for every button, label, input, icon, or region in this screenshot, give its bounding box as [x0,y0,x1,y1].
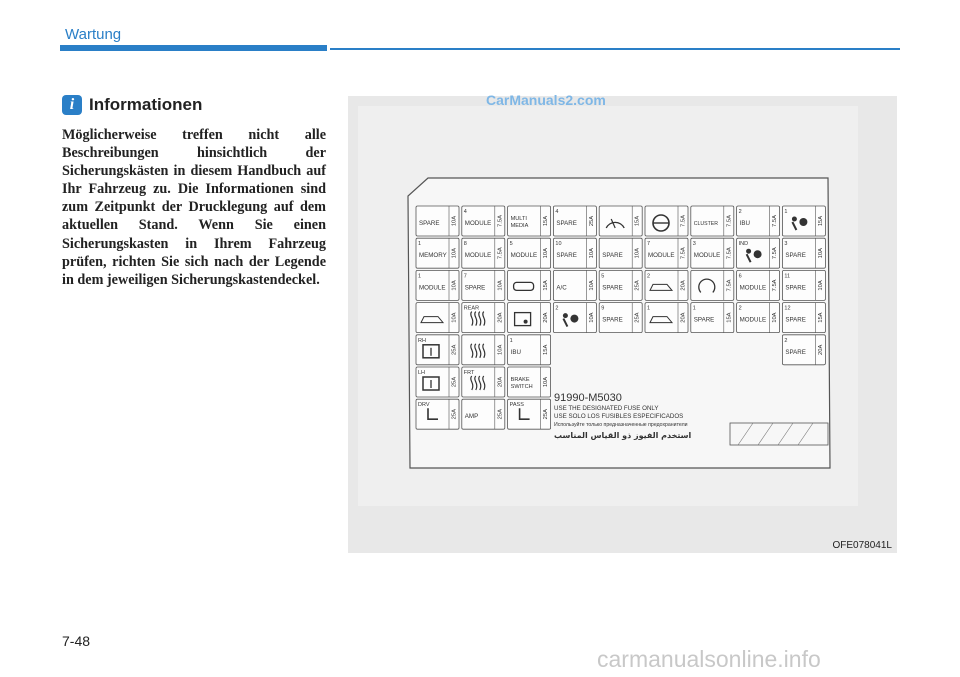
fuse-slot [782,206,825,236]
fuse-slot [508,367,551,397]
fuse-number: 5 [509,241,513,248]
notice-russian: Используйте только предназначенные предохранители [554,422,688,428]
fuse-amperage: 7.5A [497,215,504,227]
fuse-slot [416,238,459,268]
fuse-number: 2 [647,273,651,280]
fuse-slot [737,270,780,300]
header-rule-thick [60,45,327,51]
info-title: Informationen [89,95,203,114]
info-heading [62,95,202,115]
section-title: Wartung [65,26,122,43]
fuse-amperage: 15A [543,280,550,291]
fuse-label: MULTI [510,216,527,222]
fuse-number: LH [418,370,426,376]
fuse-number: REAR [463,305,480,312]
fuse-amperage: 25A [497,409,504,420]
fuse-number: RH [418,337,426,344]
fuse-label: IBU [739,220,750,227]
fuse-slot [599,238,642,268]
fuse-slot [645,270,688,300]
fuse-slot [782,270,825,300]
fuse-number: DRV [418,402,430,409]
fuse-amperage: 25A [543,409,550,420]
fuse-slot [462,270,505,300]
fuse-number: 1 [509,337,513,344]
fuse-slot [599,206,642,236]
notice-spanish: USE SOLO LOS FUSIBLES ESPECIFICADOS [554,413,684,420]
fuse-number: 2 [738,305,742,312]
fuse-number: 4 [555,209,559,215]
fuse-slot [508,206,551,236]
fuse-label: SPARE [785,316,806,324]
carmanuals-watermark: CarManuals2.com [486,92,606,108]
part-number: 91990-M5030 [554,392,622,404]
fuse-amperage: 15A [726,312,733,323]
fuse-slot [462,303,505,333]
fuse-slot [416,335,459,365]
fuse-number: IND [738,241,749,248]
fuse-amperage: 10A [588,280,595,291]
fuse-amperage: 7.5A [680,247,687,260]
fuse-box-diagram [348,96,897,553]
fuse-amperage: 7.5A [497,247,504,260]
fuse-number: 3 [784,241,788,248]
fuse-number: 9 [601,305,605,312]
fuse-amperage: 20A [543,312,550,323]
header-rule-thin [330,48,900,50]
fuse-amperage: 10A [817,280,824,291]
fuse-amperage: 7.5A [772,247,779,260]
fuse-number: 1 [418,273,422,280]
fuse-label: SPARE [464,284,486,292]
fuse-number: PASS [509,402,524,409]
fuse-number: 11 [784,273,791,280]
fuse-slot [508,238,551,268]
fuse-amperage: 10A [543,248,550,259]
fuse-slot [645,238,688,268]
fuse-amperage: 25A [588,215,595,227]
fuse-amperage: 10A [451,312,458,323]
fuse-slot [599,303,642,333]
fuse-amperage: 25A [634,280,641,291]
fuse-slot [508,335,551,365]
fuse-amperage: 20A [680,312,687,323]
info-body-text: Möglicherweise treffen nicht alle Beschreibungen hinsichtlich der Sicherungskästen in diesem Handbuch auf Ihr Fahrzeug zu. Die Informationen sind zum Zeitpunkt der Drucklegung auf dem aktuellen Stand. Wenn Sie einen Sicherungskasten in Ihrem Fahrzeug prüfen, richten Sie sich nach der Legende in dem jeweiligen Sicherungskastendeckel. [62,127,326,288]
fuse-slot [462,238,505,268]
fuse-amperage: 20A [680,280,687,291]
fuse-number: 6 [738,273,742,280]
fuse-label: MODULE [510,252,538,260]
fuse-number: 1 [418,241,422,248]
fuse-number: 5 [601,273,605,280]
fuse-amperage: 7.5A [680,215,687,227]
fuse-label: SPARE [785,284,806,292]
fuse-label: MODULE [739,316,767,324]
fuse-number: 7 [647,241,651,248]
fuse-slot [645,206,688,236]
fuse-slot [462,206,505,236]
fuse-label: BRAKE [510,377,530,383]
fuse-amperage: 10A [634,248,641,259]
fuse-slot [462,399,505,429]
fuse-slot [737,206,780,236]
fuse-label: MEDIA [510,223,529,229]
fuse-number: 7 [463,273,467,280]
fuse-slot [691,270,734,300]
fuse-number: 4 [463,209,467,215]
fuse-amperage: 20A [497,376,504,388]
fuse-slot [553,206,596,236]
fuse-label: A/C [556,284,567,292]
fuse-slot [691,303,734,333]
info-icon: i [62,95,82,115]
fuse-slot [553,303,596,333]
fuse-box-figure [348,96,897,553]
fuse-number: FRT [463,370,475,376]
fuse-slot [508,303,551,333]
fuse-label: MODULE [693,252,721,260]
fuse-slot [737,238,780,268]
fuse-amperage: 10A [588,312,595,323]
fuse-slot [508,270,551,300]
fuse-slot [782,335,825,365]
fuse-number: 8 [463,241,467,248]
page-number: 7-48 [62,633,91,649]
fuse-label: SPARE [693,316,715,324]
fuse-amperage: 25A [451,344,458,355]
fuse-label: MEMORY [419,252,447,260]
notice-arabic: استخدم الفيوز ذو القياس المناسب [554,431,692,440]
fuse-number: 10 [555,241,562,248]
figure-code: OFE078041L [832,540,892,551]
fuse-amperage: 15A [817,312,824,323]
fuse-number: 2 [738,209,742,215]
fuse-amperage: 7.5A [726,279,733,292]
fuse-label: SPARE [602,284,623,292]
fuse-slot [508,399,551,429]
fuse-label: MODULE [419,284,446,292]
fuse-amperage: 10A [588,248,595,259]
fuse-label: SPARE [785,252,806,260]
fuse-amperage: 10A [497,344,504,355]
fuse-number: 3 [692,241,696,248]
fuse-label: IBU [510,348,521,356]
fuse-slot [737,303,780,333]
fuse-amperage: 10A [543,376,550,388]
fuse-amperage: 15A [543,344,550,355]
fuse-amperage: 15A [817,215,824,227]
fuse-amperage: 15A [634,215,641,227]
fuse-slot [691,206,734,236]
fuse-slot [691,238,734,268]
fuse-label: MODULE [648,252,675,260]
fuse-label: SPARE [602,252,623,260]
fuse-number: 12 [784,305,791,312]
fuse-slot [462,367,505,397]
fuse-slot [416,303,459,333]
fuse-slot [416,367,459,397]
fuse-amperage: 10A [451,248,458,259]
fuse-amperage: 10A [497,280,504,291]
fuse-number: 2 [784,337,788,344]
fuse-amperage: 25A [451,409,458,420]
fuse-label: SPARE [556,252,577,260]
fuse-label: SPARE [785,348,806,356]
fuse-amperage: 7.5A [726,215,733,227]
fuse-amperage: 10A [772,312,779,323]
fuse-number: 1 [647,305,651,312]
fuse-amperage: 7.5A [726,247,733,260]
fuse-slot [462,335,505,365]
notice-english: USE THE DESIGNATED FUSE ONLY [554,405,659,412]
fuse-amperage: 7.5A [772,279,779,292]
fuse-number: 1 [784,209,788,215]
fuse-slot [416,399,459,429]
fuse-amperage: 25A [451,376,458,388]
fuse-slot [416,206,459,236]
fuse-slot [645,303,688,333]
fuse-slot [782,303,825,333]
fuse-label: SWITCH [510,384,533,390]
fuse-amperage: 7.5A [772,215,779,227]
fuse-slot [782,238,825,268]
fuse-amperage: 10A [817,248,824,259]
fuse-label: MODULE [464,220,492,227]
fuse-amperage: 25A [634,312,641,323]
fuse-slot [553,238,596,268]
fuse-label: AMP [464,413,479,421]
fuse-amperage: 20A [817,344,824,355]
fuse-amperage: 20A [497,312,504,323]
fuse-number: 1 [692,305,696,312]
fuse-slot [599,270,642,300]
fuse-amperage: 15A [543,215,550,227]
fuse-slot [416,270,459,300]
fuse-label: SPARE [556,220,577,227]
fuse-number: 2 [555,305,559,312]
fuse-label: SPARE [419,220,440,227]
site-watermark: carmanualsonline.info [597,646,821,672]
fuse-label: SPARE [602,316,623,324]
fuse-amperage: 10A [451,280,458,291]
fuse-label: MODULE [464,252,492,260]
fuse-label: CLUSTER [693,221,719,227]
fuse-slot [553,270,596,300]
fuse-label: MODULE [739,284,767,292]
fuse-amperage: 10A [451,215,458,227]
